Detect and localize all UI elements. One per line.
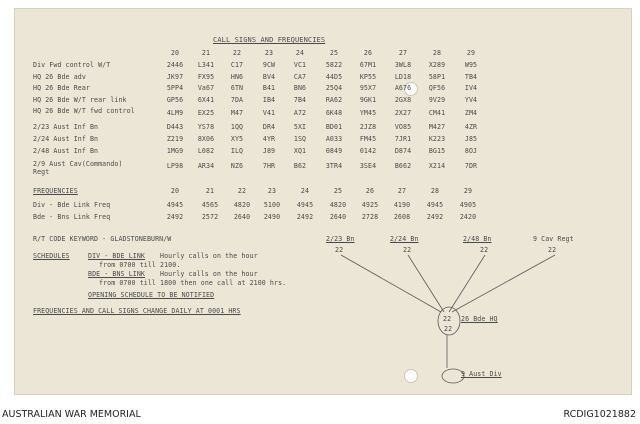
frequency-row-cell: 4565 <box>201 201 219 209</box>
frequency-row-cell: 2728 <box>361 213 379 221</box>
callsign-row-cell: C17 <box>230 61 244 69</box>
callsign-row-cell: L341 <box>197 61 215 69</box>
callsign-date: 24 <box>295 49 305 57</box>
frequency-date: 26 <box>365 187 375 195</box>
callsign-row-label: 2/48 Aust Inf Bn <box>33 147 99 155</box>
callsign-row-cell: 8X06 <box>197 135 215 143</box>
frequency-date: 28 <box>430 187 440 195</box>
callsign-row-cell: D443 <box>166 123 184 131</box>
callsign-row-cell: VO85 <box>394 123 412 131</box>
callsign-row-cell: 0142 <box>359 147 377 155</box>
callsign-row-cell: IV4 <box>464 84 478 92</box>
callsign-row-label: HQ 26 Bde adv <box>33 73 86 81</box>
callsign-row-cell: 7HR <box>262 162 276 170</box>
callsign-row-cell: CM41 <box>428 109 446 117</box>
footer-id: RCDIG1021882 <box>563 409 636 420</box>
frequency-date: 29 <box>463 187 473 195</box>
frequency-row-cell: 2608 <box>393 213 411 221</box>
callsign-row-cell: FM45 <box>359 135 377 143</box>
callsign-row-cell: M427 <box>428 123 446 131</box>
frequency-row-cell: 4945 <box>166 201 184 209</box>
callsign-row-cell: 4ZR <box>464 123 478 131</box>
callsign-row-cell: 0849 <box>325 147 343 155</box>
frequency-date: 22 <box>237 187 247 195</box>
callsign-row-cell: 44D5 <box>325 73 343 81</box>
callsign-row-cell: 7B4 <box>293 96 307 104</box>
schedule-div-text-1: Hourly calls on the hour <box>160 252 258 260</box>
schedule-div-text-2: from 0700 till 2100. <box>99 261 181 269</box>
callsign-row-label: 2/23 Aust Inf Bn <box>33 123 99 131</box>
callsign-row-cell: 6X41 <box>197 96 215 104</box>
frequency-row-cell: 4190 <box>393 201 411 209</box>
frequency-row-label: Div - Bde Link Freq <box>33 201 111 209</box>
callsign-date: 26 <box>363 49 373 57</box>
schedule-bde-heading: BDE - BNS LINK <box>88 270 145 278</box>
callsign-row-cell: ZM4 <box>464 109 478 117</box>
callsign-row-cell: KP55 <box>359 73 377 81</box>
callsign-row-cell: 9CW <box>262 61 276 69</box>
unit-9-cav-date: 22 <box>548 246 557 254</box>
callsign-row-cell: BD01 <box>325 123 343 131</box>
callsign-row-cell: B662 <box>394 162 412 170</box>
callsign-row-cell: 6TN <box>230 84 244 92</box>
callsign-row-cell: 25Q4 <box>325 84 343 92</box>
unit-2-48-date: 22 <box>480 246 489 254</box>
hq-left-date: 22 <box>443 315 452 323</box>
document-title: CALL SIGNS AND FREQUENCIES <box>213 36 326 44</box>
frequency-row-cell: 2420 <box>459 213 477 221</box>
callsign-row-cell: EX25 <box>197 109 215 117</box>
callsign-row-cell: LD18 <box>394 73 412 81</box>
callsign-row-cell: 3WL8 <box>394 61 412 69</box>
callsign-row-cell: 9V29 <box>428 96 446 104</box>
callsign-row-cell: NZ6 <box>230 162 244 170</box>
callsign-row-cell: 9GK1 <box>359 96 377 104</box>
callsign-row-cell: M47 <box>230 109 244 117</box>
callsign-row-cell: HN6 <box>230 73 244 81</box>
callsign-row-cell: 2446 <box>166 61 184 69</box>
frequency-row-cell: 4925 <box>361 201 379 209</box>
callsign-row-cell: TB4 <box>464 73 478 81</box>
callsign-row-cell: BN6 <box>293 84 307 92</box>
callsign-row-cell: W95 <box>464 61 478 69</box>
frequency-date: 21 <box>205 187 215 195</box>
callsign-row-cell: YV4 <box>464 96 478 104</box>
frequency-row-cell: 2492 <box>166 213 184 221</box>
callsign-row-cell: YS78 <box>197 123 215 131</box>
callsign-row-cell: 6K48 <box>325 109 343 117</box>
frequency-row-cell: 2640 <box>329 213 347 221</box>
callsign-row-cell: K223 <box>428 135 446 143</box>
unit-2-24-date: 22 <box>403 246 412 254</box>
callsign-row-cell: GP56 <box>166 96 184 104</box>
callsign-row-cell: D874 <box>394 147 412 155</box>
callsign-row-cell: A033 <box>325 135 343 143</box>
callsign-row-cell: JK97 <box>166 73 184 81</box>
unit-2-48-name: 2/48 Bn <box>463 235 492 243</box>
callsign-row-cell: V41 <box>262 109 276 117</box>
callsign-row-cell: IB4 <box>262 96 276 104</box>
callsign-row-cell: A676 <box>394 84 412 92</box>
frequency-row-cell: 4820 <box>233 201 251 209</box>
callsign-row-cell: 8OJ <box>464 147 478 155</box>
schedule-bde-text-2: from 0700 till 1800 then one call at 2100 hrs. <box>99 279 287 287</box>
schedule-bde-text-1: Hourly calls on the hour <box>160 270 258 278</box>
frequency-row-cell: 4905 <box>459 201 477 209</box>
callsign-row-cell: 1MG9 <box>166 147 184 155</box>
hq-name: 26 Bde HQ <box>461 315 498 323</box>
frequency-date: 27 <box>397 187 407 195</box>
callsign-row-cell: B62 <box>293 162 307 170</box>
frequency-date: 20 <box>170 187 180 195</box>
frequency-row-cell: 4820 <box>329 201 347 209</box>
callsign-row-cell: 5XI <box>293 123 307 131</box>
callsign-row-label: 2/9 Aust Cav(Commando) Regt <box>33 160 123 176</box>
callsign-date: 29 <box>466 49 476 57</box>
callsign-row-cell: 1QQ <box>230 123 244 131</box>
callsign-row-cell: B41 <box>262 84 276 92</box>
callsign-row-cell: XY5 <box>230 135 244 143</box>
callsign-row-cell: 2JZ8 <box>359 123 377 131</box>
schedule-div-heading: DIV - BDE LINK <box>88 252 145 260</box>
callsign-row-cell: 2X27 <box>394 109 412 117</box>
opening-schedule-note: OPENING SCHEDULE TO BE NOTIFIED <box>88 291 215 299</box>
callsign-row-cell: RA62 <box>325 96 343 104</box>
frequency-date: 25 <box>333 187 343 195</box>
callsign-row-cell: Z219 <box>166 135 184 143</box>
frequency-row-cell: 4945 <box>296 201 314 209</box>
callsign-row-cell: 7DR <box>464 162 478 170</box>
callsign-row-cell: 67M1 <box>359 61 377 69</box>
callsign-row-label: Div Fwd control W/T <box>33 61 111 69</box>
unit-2-23-date: 22 <box>335 246 344 254</box>
callsign-row-cell: ILQ <box>230 147 244 155</box>
callsign-row-label: HQ 26 Bde Rear <box>33 84 90 92</box>
callsign-row-cell: 2GX8 <box>394 96 412 104</box>
callsign-date: 22 <box>232 49 242 57</box>
callsign-row-label: HQ 26 Bde W/T fwd control <box>33 107 135 115</box>
callsign-row-cell: BV4 <box>262 73 276 81</box>
frequency-row-cell: 2572 <box>201 213 219 221</box>
callsign-row-cell: 4YR <box>262 135 276 143</box>
callsign-row-cell: 58P1 <box>428 73 446 81</box>
callsign-row-cell: CA7 <box>293 73 307 81</box>
hq-bottom-date: 22 <box>444 325 453 333</box>
callsign-row-cell: DR4 <box>262 123 276 131</box>
frequencies-heading: FREQUENCIES <box>33 187 78 195</box>
footer-source: AUSTRALIAN WAR MEMORIAL <box>2 409 141 420</box>
schedules-label: SCHEDULES <box>33 252 70 260</box>
callsign-date: 23 <box>264 49 274 57</box>
daily-change-note: FREQUENCIES AND CALL SIGNS CHANGE DAILY AT 0001 HRS <box>33 307 241 315</box>
frequency-row-label: Bde - Bns Link Freq <box>33 213 111 221</box>
callsign-row-cell: X289 <box>428 61 446 69</box>
callsign-row-cell: J85 <box>464 135 478 143</box>
callsign-row-cell: XQ1 <box>293 147 307 155</box>
callsign-row-cell: X214 <box>428 162 446 170</box>
callsign-date: 27 <box>398 49 408 57</box>
callsign-row-cell: 7JR1 <box>394 135 412 143</box>
callsign-date: 21 <box>201 49 211 57</box>
callsign-row-cell: 1SQ <box>293 135 307 143</box>
callsign-date: 20 <box>170 49 180 57</box>
unit-9-cav-name: 9 Cav Regt <box>533 235 574 243</box>
callsign-row-cell: LP98 <box>166 162 184 170</box>
callsign-row-cell: 95X7 <box>359 84 377 92</box>
callsign-row-cell: 5PP4 <box>166 84 184 92</box>
unit-2-23-name: 2/23 Bn <box>326 235 355 243</box>
callsign-row-cell: 5822 <box>325 61 343 69</box>
callsign-row-cell: A72 <box>293 109 307 117</box>
callsign-row-cell: FX95 <box>197 73 215 81</box>
callsign-row-label: HQ 26 Bde W/T rear link <box>33 96 127 104</box>
frequency-row-cell: 4945 <box>426 201 444 209</box>
callsign-date: 25 <box>329 49 339 57</box>
frequency-row-cell: 2492 <box>296 213 314 221</box>
callsign-row-cell: YM45 <box>359 109 377 117</box>
unit-2-24-name: 2/24 Bn <box>390 235 419 243</box>
callsign-row-cell: J89 <box>262 147 276 155</box>
callsign-row-cell: BG15 <box>428 147 446 155</box>
callsign-row-cell: AR34 <box>197 162 215 170</box>
callsign-row-cell: 3TR4 <box>325 162 343 170</box>
rt-code-keyword: R/T CODE KEYWORD - GLADSTONEBURN/W <box>33 235 172 243</box>
callsign-row-cell: Va67 <box>197 84 215 92</box>
frequency-date: 24 <box>300 187 310 195</box>
callsign-row-cell: 4LM9 <box>166 109 184 117</box>
callsign-date: 28 <box>432 49 442 57</box>
callsign-row-label: 2/24 Aust Inf Bn <box>33 135 99 143</box>
callsign-row-cell: 7DA <box>230 96 244 104</box>
div-name: 9 Aust Div <box>461 370 502 378</box>
callsign-row-cell: L082 <box>197 147 215 155</box>
frequency-row-cell: 2640 <box>233 213 251 221</box>
frequency-date: 23 <box>267 187 277 195</box>
frequency-row-cell: 5100 <box>263 201 281 209</box>
callsign-row-cell: QF56 <box>428 84 446 92</box>
frequency-row-cell: 2492 <box>426 213 444 221</box>
frequency-row-cell: 2490 <box>263 213 281 221</box>
callsign-row-cell: 3SE4 <box>359 162 377 170</box>
callsign-row-cell: VC1 <box>293 61 307 69</box>
